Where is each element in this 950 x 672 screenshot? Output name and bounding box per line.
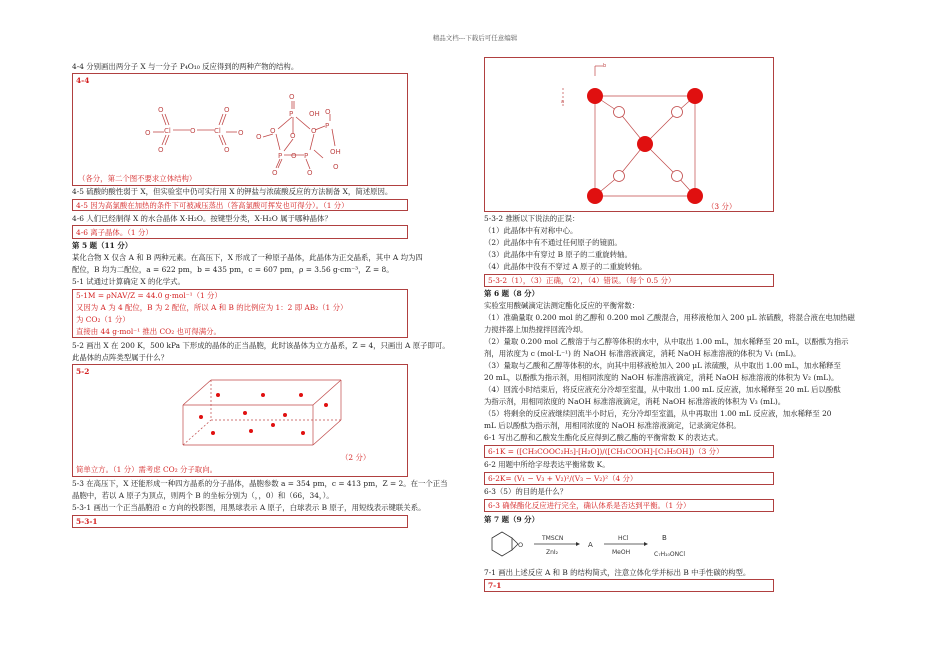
cl2o7-labels	[145, 106, 244, 154]
question-7-title: 第 7 题（9 分）	[484, 515, 539, 524]
procedure-5-line1: （5）将剩余的反应液继续回流半小时后，充分冷却至室温，从中再取出 1.00 mL 反应液，加水稀释至 20	[484, 409, 832, 418]
axis-label-b: b	[603, 63, 607, 69]
a-atoms	[199, 393, 328, 435]
svg-text:Cl: Cl	[214, 127, 221, 135]
question-5-title: 第 5 题（11 分）	[72, 241, 133, 250]
compound-b-formula: C₇H₁₀ONCl	[654, 551, 685, 558]
procedure-2-line1: （2）量取 0.200 mol 乙酸溶于与乙醇等体积的水中，从中取出 1.00 mL，加水稀释至 20 mL，以酚酞为指示	[484, 337, 849, 346]
answer-box-4-6	[72, 225, 408, 239]
answer-box-4-5	[72, 199, 408, 211]
question-6-title: 第 6 题（8 分）	[484, 289, 539, 298]
question-5-3-1: 5-3-1 画出一个正当晶胞沿 c 方向的投影图，用黑球表示 A 原子，白球表示 B 原子，用短线表示键联关系。	[72, 503, 426, 512]
question-4-6: 4-6 人们已经制得 X 的水合晶体 X·H₂O。按键型分类，X·H₂O 属于哪种晶体？	[72, 214, 332, 223]
svg-text:O: O	[291, 152, 297, 160]
procedure-1-line1: （1）准确量取 0.200 mol 的乙醇和 0.200 mol 乙酸混合，用移液枪加入 200 μL 浓硫酸，将混合液在电加热磁	[484, 313, 855, 322]
answer-label-4-4: 4-4	[76, 76, 90, 85]
svg-text:Cl: Cl	[164, 127, 171, 135]
svg-text:O: O	[145, 129, 151, 137]
svg-text:OH: OH	[330, 148, 341, 156]
answer-5-1-line4: 直接由 44 g·mol⁻¹ 推出 CO₂ 也可得满分。	[76, 327, 221, 336]
answer-box-6-3	[484, 499, 774, 512]
svg-text:O: O	[325, 108, 331, 116]
answer-score-5-3-1: （3 分）	[707, 202, 737, 211]
statement-3: （3）此晶体中有穿过 B 原子的二重旋转轴。	[484, 250, 632, 259]
statement-2: （2）此晶体中有不通过任何原子的镜面。	[484, 238, 622, 247]
answer-box-5-1	[72, 289, 408, 338]
statement-1: （1）此晶体中有对称中心。	[484, 226, 578, 235]
question-4-5: 4-5 硫酸的酸性弱于 X，但实验室中仍可实行用 X 的钾盐与浓硫酸反应的方法制备 X，简述原因。	[72, 187, 393, 196]
reaction-arrow-1-head	[576, 542, 580, 546]
answer-box-6-2	[484, 472, 774, 485]
answer-box-5-3-1-figure	[484, 57, 774, 212]
reagent-1-bottom: ZnI₂	[546, 549, 559, 556]
answer-box-5-3-1	[72, 515, 408, 528]
question-4-4: 4-4 分别画出两分子 X 与一分子 P₄O₁₀ 反应得到的两种产物的结构。	[72, 62, 299, 71]
question-6-3: 6-3（5）的目的是什么？	[484, 487, 568, 496]
procedure-1-line2: 力搅拌器上加热搅拌回流冷却。	[484, 325, 588, 334]
svg-text:P: P	[289, 110, 294, 118]
page-header: 精品文档---下载后可任意编辑	[432, 34, 518, 42]
answer-5-1-line1: 5-1M = ρNAV/Z = 44.0 g·mol⁻¹（1 分）	[76, 291, 222, 300]
procedure-5-line2: mL 后以酚酞为指示剂，用相同浓度的 NaOH 标准溶液滴定，记录滴定体积。	[484, 421, 741, 430]
svg-text:O: O	[311, 127, 317, 135]
question-5-intro-line1: 某化合物 X 仅含 A 和 B 两种元素。在高压下，X 形成了一种原子晶体，此晶体为正交晶系，其中 A 均为四	[72, 253, 423, 262]
answer-6-1: 6-1K = ([CH₃COOC₂H₅]·[H₂O])/([CH₃COOH]·[C₂H₅OH])（3 分）	[488, 447, 724, 456]
answer-label-5-2: 5-2	[76, 367, 90, 376]
epoxide-oxygen-label: O	[518, 541, 524, 549]
question-5-2-line1: 5-2 画出 X 在 200 K，500 kPa 下形成的晶体的正当晶胞，此时该晶体为立方晶系，Z = 4，只画出 A 原子即可。	[72, 341, 450, 350]
question-5-3-line2: 晶胞中，若以 A 原子为顶点，则两个 B 的坐标分别为（，，0）和（66，34，）。	[72, 491, 334, 500]
reagent-1-top: TMSCN	[542, 535, 564, 542]
reagent-2-bottom: MeOH	[612, 549, 631, 556]
svg-text:O: O	[289, 93, 295, 101]
svg-text:O: O	[224, 146, 230, 154]
answer-box-7-1	[484, 579, 774, 592]
svg-text:O: O	[158, 146, 164, 154]
question-5-3-2: 5-3-2 推断以下说法的正误：	[484, 214, 580, 223]
svg-text:P: P	[278, 152, 283, 160]
axis-label-a: a	[561, 99, 565, 105]
answer-box-5-2	[72, 364, 408, 477]
answer-5-1-line3: 为 CO₂（1 分）	[76, 315, 130, 324]
svg-text:O: O	[158, 106, 164, 114]
answer-note-4-4: （各分，第二个图不要求立体结构）	[78, 174, 197, 183]
cyclohexene-oxide-ring	[492, 532, 518, 556]
compound-b-label: B	[662, 534, 667, 542]
svg-text:O: O	[224, 106, 230, 114]
answer-box-6-1	[484, 445, 774, 458]
answer-6-2: 6-2K= (V₁ − V₃ + V₂)²/(V₃ − V₂)²（4 分）	[488, 474, 638, 483]
svg-text:OH: OH	[309, 110, 320, 118]
answer-5-3-2: 5-3-2（1），（3）正确，（2），（4）错误。（每个 0.5 分）	[488, 276, 676, 285]
statement-4: （4）此晶体中没有不穿过 A 原子的二重旋转轴。	[484, 262, 647, 271]
answer-score-5-2: （2 分）	[341, 453, 371, 462]
svg-text:O: O	[270, 127, 276, 135]
tetragonal-projection-diagram	[485, 58, 773, 211]
answer-note-5-2: 简单立方。（1 分）需考虑 CO₂ 分子取向。	[76, 465, 217, 474]
procedure-3-line2: 20 mL，以酚酞为指示剂，用相同浓度的 NaOH 标准溶液滴定，消耗 NaOH 标准溶液的体积为 V₂ (mL)。	[484, 373, 839, 382]
question-5-intro-line2: 配位，B 均为二配位，a = 622 pm，b = 435 pm，c = 607 pm，ρ = 3.56 g·cm⁻³，Z = 8。	[72, 265, 394, 274]
svg-text:P: P	[304, 152, 309, 160]
svg-text:O: O	[272, 169, 278, 177]
svg-text:O: O	[290, 132, 296, 140]
answer-label-5-3-1: 5-3-1	[76, 517, 98, 526]
question-6-1: 6-1 写出乙醇和乙酸发生酯化反应得到乙酸乙酯的平衡常数 K 的表达式。	[484, 433, 723, 442]
procedure-2-line2: 剂，用浓度为 c (mol·L⁻¹) 的 NaOH 标准溶液滴定，消耗 NaOH 标准溶液的体积为 V₁ (mL)。	[484, 349, 801, 358]
svg-text:O: O	[256, 133, 262, 141]
answer-6-3: 6-3 确保酯化反应进行完全，确认体系是否达到平衡。（1 分）	[488, 501, 691, 510]
answer-box-5-3-2	[484, 274, 774, 287]
a-atoms-black	[587, 88, 703, 204]
svg-text:P: P	[325, 122, 330, 130]
svg-text:O: O	[238, 129, 244, 137]
p4o10-product-structures	[73, 74, 407, 185]
answer-box-4-4	[72, 73, 408, 186]
reaction-scheme	[484, 528, 724, 564]
question-7-1: 7-1 画出上述反应 A 和 B 的结构简式，注意立体化学并标出 B 中手性碳的构型。	[484, 568, 751, 577]
answer-label-7-1: 7-1	[488, 581, 502, 590]
question-6-2: 6-2 用题中所给字母表达平衡常数 K。	[484, 460, 610, 469]
procedure-4-line2: 为指示剂，用相同浓度的 NaOH 标准溶液滴定，消耗 NaOH 标准溶液的体积为 V₃ (mL)。	[484, 397, 786, 406]
answer-5-1-line2: 又因为 A 为 4 配位，B 为 2 配位，所以 A 和 B 的比例应为 1：2 即 AB₂（1 分）	[76, 303, 348, 312]
question-5-3-line1: 5-3 在高压下，X 还能形成一种四方晶系的分子晶体，晶胞参数 a = 354 pm，c = 413 pm，Z = 2。在一个正当	[72, 479, 448, 488]
answer-4-6: 4-6 离子晶体。（1 分）	[76, 228, 153, 237]
question-5-2-line2: 此晶体的点阵类型属于什么？	[72, 353, 169, 362]
procedure-4-line1: （4）回流小时结束后，将反应液充分冷却至室温，从中取出 1.00 mL 反应液，加水稀释至 20 mL 后以酚酞	[484, 385, 841, 394]
reaction-arrow-2-head	[644, 542, 648, 546]
svg-text:O: O	[307, 169, 313, 177]
compound-a-label: A	[588, 541, 593, 549]
reagent-2-top: HCl	[618, 535, 629, 542]
svg-text:O: O	[190, 127, 196, 135]
question-5-1: 5-1 试通过计算确定 X 的化学式。	[72, 277, 185, 286]
answer-4-5: 4-5 因为高氯酸在加热的条件下可被减压蒸出（答高氯酸可挥发也可得分）。（1 分）	[76, 201, 349, 210]
svg-text:O: O	[333, 163, 339, 171]
procedure-3-line1: （3）量取与乙酸和乙醇等体积的水，向其中用移液枪加入 200 μL 浓硫酸，从中取出 1.00 mL，加水稀释至	[484, 361, 841, 370]
question-6-intro: 实验室用酸碱滴定法测定酯化反应的平衡常数：	[484, 301, 640, 310]
cell-edges	[183, 380, 341, 445]
